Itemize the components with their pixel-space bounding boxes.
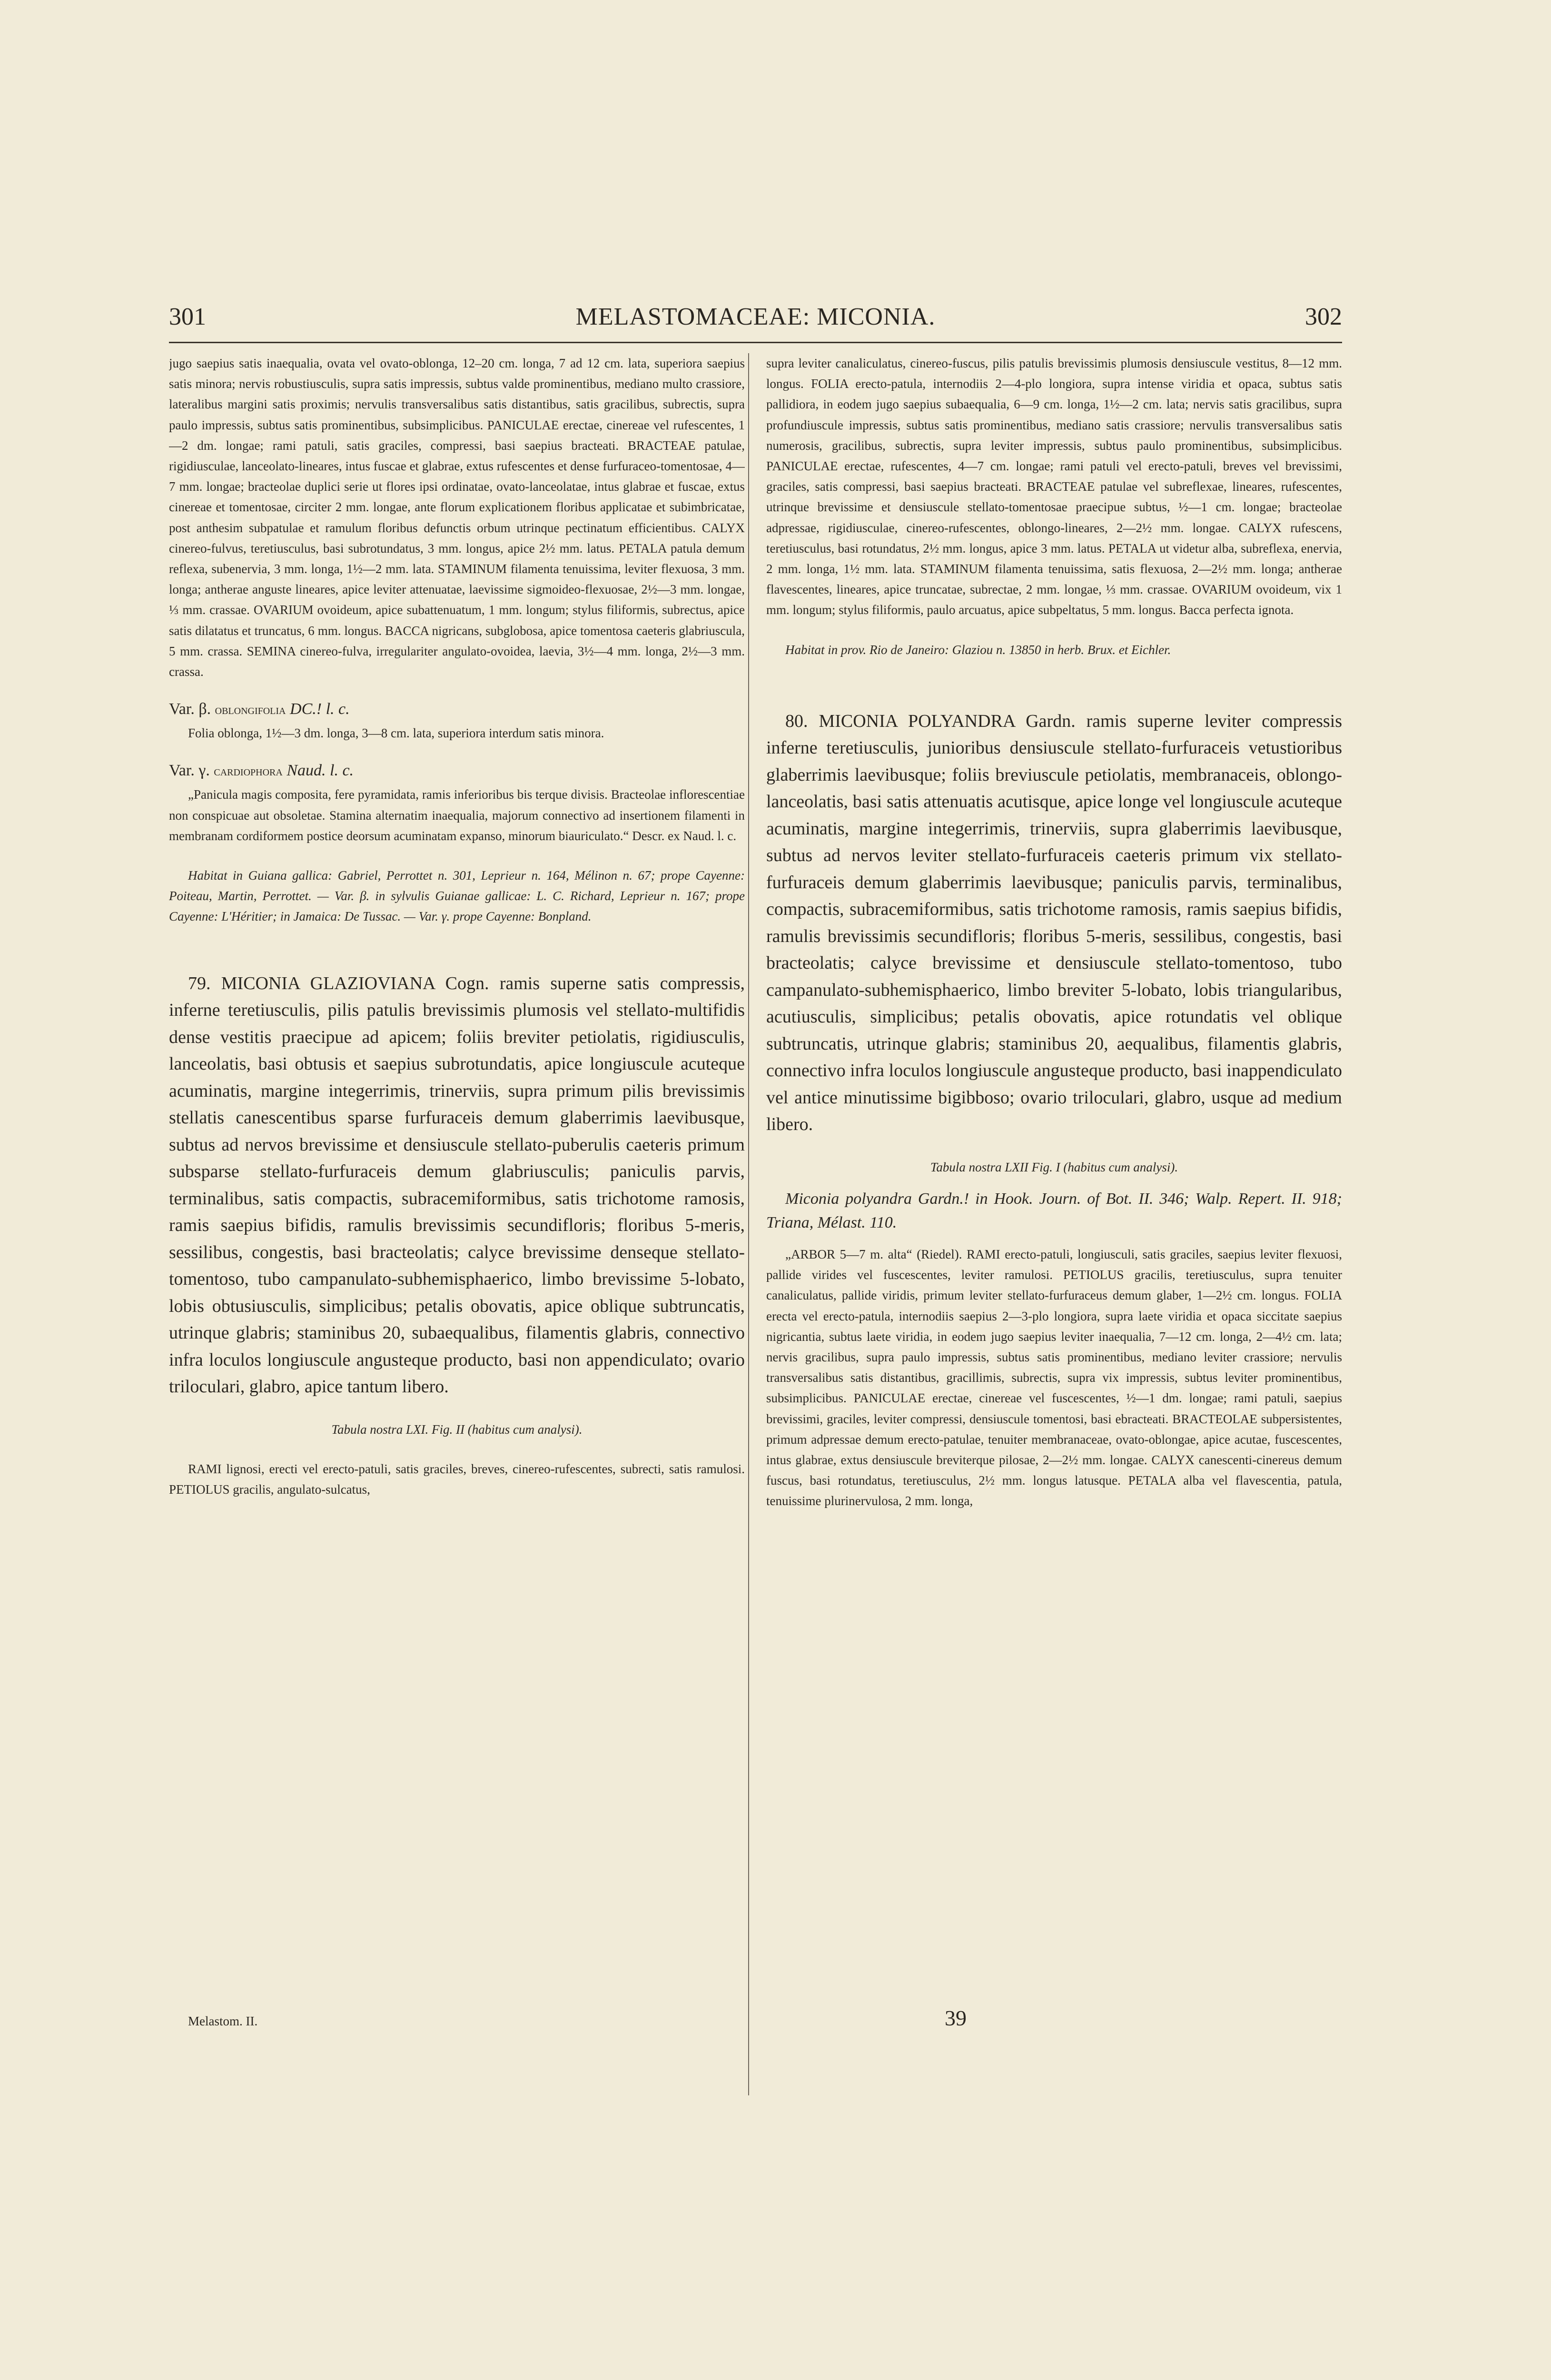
- variety-gamma-heading: [169, 758, 745, 784]
- variety-beta-name: oblongifolia: [215, 703, 286, 718]
- page-number-left: 301: [169, 303, 206, 330]
- description-start: jugo saepius satis inaequalia, ovata vel ovato-oblonga, 12–20 cm. longa, 7 ad 12 cm. lata, superiora saepius satis minora; nervis robustiusculis, supra satis impressis, subtus valde prominentibus, mediano multo crassiore, lateralibus margini satis proximis; nervulis transversalibus satis distantibus, satis gracilibus, subrectis, supra paulo impressis, subtus satis prominentibus, subsimplicibus. PANICULAE erectae, cinereae vel rufescentes, 1—2 dm. longae; rami patuli, satis graciles, compressi, basi saepius bracteati. BRACTEAE patulae, rigidiusculae, lanceolato-lineares, intus fuscae et glabrae, extus rufescentes et dense furfuraceo-tomentosae, 4—7 mm. longae; bracteolae duplici serie ut flores ipsi ordinatae, ovato-lanceolatae, intus glabrae et fuscae, extus cinereae et tomentosae, circiter 2 mm. longae, ante florum explicationem floribus applicatae et subimbricatae, post anthesim subpatulae et ramulum floribus defunctis orbum utrinque pectinatum efficientibus. CALYX cinereo-fulvus, teretiusculus, basi subrotundatus, 3 mm. longus, apice 2½ mm. latus. PETALA patula demum reflexa, subenervia, 3 mm. longa, 1½—2 mm. lata. STAMINUM filamenta tenuissima, leviter flexuosa, 3 mm. longa; antherae anguste lineares, apice leviter attenuatae, laevissime sigmoideo-flexuosae, 2½—3 mm. longae, ⅓ mm. crassae. OVARIUM ovoideum, apice subattenuatum, 1 mm. longum; stylus filiformis, subrectus, apice satis dilatatus et truncatus, 6 mm. longus. BACCA nigricans, subglobosa, apice tomentosa caeteris glabriuscula, 5 mm. crassa. SEMINA cinereo-fulva, irregulariter angulato-ovoidea, laevia, 3½—4 mm. longa, 2½—3 mm. crassa.: [169, 356, 745, 679]
- species-80-description: „ARBOR 5—7 m. alta“ (Riedel). RAMI erecto-patuli, longiusculi, satis graciles, saepius leviter flexuosi, pallide virides vel fuscescentes, leviter ramulosi. PETIOLUS gracilis, teretiusculus, supra tenuiter canaliculatus, pallide viridis, primum leviter stellato-furfuraceus demum glaber, 1—2½ cm. longus. FOLIA erecta vel erecto-patula, internodiis saepius 2—3-plo longiora, supra laete viridia et opaca siccitate saepius nigricantia, subtus laete viridia, in eodem jugo saepius leviter inaequalia, 7—12 cm. longa, 2—4½ cm. lata; nervis gracilibus, supra paulo impressis, subtus satis prominentibus, mediano leviter crassiore; nervulis transversalibus satis distantibus, gracillimis, subrectis, supra vix impressis, subtus leviter prominentibus, subsimplicibus. PANICULAE erectae, cinereae vel fuscescentes, ½—1 dm. longae; rami patuli, saepius brevissimi, graciles, leviter compressi, densiuscule tomentosi, basi ebracteati. BRACTEOLAE subpersistentes, primum adpressae demum erecto-patulae, tenuiter membranaceae, ovato-oblongae, apice acutae, fuscescentes, intus glabrae, extus densiuscule breviterque pilosae, 2—2½ mm. longae. CALYX canescenti-cinereus demum fuscus, basi rotundatus, teretiusculus, 2½ mm. longus latusque. PETALA alba vel flavescentia, patula, tenuissime plurinervulosa, 2 mm. longa,: [766, 1247, 1342, 1508]
- variety-beta-author: DC.! l. c.: [286, 700, 350, 718]
- variety-gamma-label: Var. γ.: [169, 762, 214, 780]
- variety-beta-description: Folia oblonga, 1½—3 dm. longa, 3—8 cm. lata, superiora interdum satis minora.: [188, 726, 604, 741]
- variety-gamma-name: cardiophora: [214, 764, 283, 779]
- header-rule: [169, 342, 1342, 343]
- species-80-plate: Tabula nostra LXII Fig. I (habitus cum analysi).: [930, 1160, 1178, 1174]
- left-column: [169, 353, 745, 1992]
- species-80-diagnosis: 80. MICONIA POLYANDRA Gardn. ramis superne leviter compressis inferne teretiusculis, junioribus densiuscule stellato-furfuraceis vetustioribus glaberrimis laevibusque; foliis breviuscule petiolatis, membranaceis, oblongo-lanceolatis, basi satis attenuatis acutisque, apice longe vel longiuscule acuteque acuminatis, margine integerrimis, trinerviis, supra glaberrimis laevibusque, subtus ad nervos leviter stellato-furfuraceis caeteris primum vix stellato-furfuraceis demum glaberrimis laevibusque; paniculis parvis, terminalibus, compactis, subracemiformibus, satis trichotome ramosis, ramis saepius bifidis, ramulis brevissimis secundifloris; floribus 5-meris, sessilibus, congestis, basi bracteolatis; calyce brevissime et densiuscule stellato-tomentoso, tubo campanulato-subhemisphaerico, limbo breviter 5-lobato, lobis triangularibus, acutiusculis, simplicibus; petalis obovatis, apice rotundatis vel oblique subtruncatis, utrinque glabris; staminibus 20, aequalibus, filamentis glabris, connectivo infra loculos longiuscule angusteque producto, basi inappendiculato vel antice minutissime bigibboso; ovario triloculari, glabro, usque ad medium libero.: [766, 711, 1342, 1135]
- species-79-description-cont: supra leviter canaliculatus, cinereo-fuscus, pilis patulis brevissimis plumosis densiuscule vestitus, 8—12 mm. longus. FOLIA erecto-patula, internodiis 2—4-plo longiora, supra intense viridia et opaca, subtus satis pallidiora, in eodem jugo saepius subaequalia, 6—9 cm. longa, 1½—2 cm. lata; nervis satis gracilibus, supra profundiuscule impressis, subtus satis prominentibus, mediano satis crassiore; nervulis transversalibus satis numerosis, gracilibus, subrectis, supra leviter impressis, subtus paulo prominentibus, subsimplicibus. PANICULAE erectae, rufescentes, 4—7 cm. longae; rami patuli vel erecto-patuli, breves vel brevissimi, graciles, satis compressi, basi saepius bracteati. BRACTEAE patulae vel subreflexae, lineares, rufescentes, utrinque brevissime et densiuscule stellato-tomentosae praecipue subtus, ½—1 cm. longae; bracteolae adpressae, rigidiusculae, cinereo-rufescentes, oblongo-lineares, 2—2½ mm. longae. CALYX rufescens, teretiusculus, basi rotundatus, 2½ mm. longus, apice 3 mm. latus. PETALA ut videtur alba, subreflexa, enervia, 2 mm. longa, 1½ mm. lata. STAMINUM filamenta tenuissima, satis flexuosa, 2—2½ mm. longa; antherae flavescentes, lineares, apice truncatae, subrectae, 2 mm. longae, ⅓ mm. crassae. OVARIUM ovoideum, vix 1 mm. longum; stylus filiformis, paulo arcuatus, apice subpeltatus, 5 mm. longus. Bacca perfecta ignota.: [766, 356, 1342, 617]
- species-79-diagnosis: 79. MICONIA GLAZIOVIANA Cogn. ramis superne satis compressis, inferne teretiusculis, pilis patulis brevissimis plumosis vel stellato-multifidis dense vestitis praecipue ad apicem; foliis breviter petiolatis, rigidiusculis, lanceolatis, basi obtusis et saepius subrotundatis, apice longiuscule acuteque acuminatis, margine integerrimis, trinerviis, supra primum pilis brevissimis stellatis canescentibus sparse furfuraceis demum glaberrimis laevibusque, subtus ad nervos brevissime et densiuscule stellato-puberulis caeteris primum subsparse stellato-furfuraceis demum glabriusculis; paniculis parvis, terminalibus, satis compactis, subracemiformibus, satis trichotome ramosis, ramis saepius bifidis, ramulis brevissimis secundifloris; floribus 5-meris, sessilibus, congestis, basi bracteolatis; calyce brevissime denseque stellato-tomentoso, tubo campanulato-subhemisphaerico, limbo brevissime 5-lobato, lobis obtusiusculis, simplicibus; petalis obovatis, apice oblique subtruncatis, utrinque glabris; staminibus 20, subaequalibus, filamentis glabris, connectivo infra loculos longiuscule angusteque producto, basi non appendiculato; ovario triloculari, glabro, apice tantum libero.: [169, 973, 745, 1397]
- running-title: MELASTOMACEAE: MICONIA.: [575, 303, 936, 330]
- variety-beta-heading: [169, 696, 745, 723]
- variety-gamma-author: Naud. l. c.: [282, 762, 354, 780]
- page-header: [169, 303, 1342, 336]
- species-79-description-start: RAMI lignosi, erecti vel erecto-patuli, satis graciles, breves, cinereo-rufescentes, subrecti, satis ramulosi. PETIOLUS gracilis, angulato-sulcatus,: [169, 1461, 745, 1497]
- page-number-right: 302: [1305, 303, 1342, 330]
- sheet-note: Melastom. II.: [188, 2014, 258, 2028]
- species-80-references: Miconia polyandra Gardn.! in Hook. Journ. of Bot. II. 346; Walp. Repert. II. 918; Triana, Mélast. 110.: [766, 1190, 1342, 1232]
- variety-beta-label: Var. β.: [169, 700, 215, 718]
- signature-mark: 39: [945, 2006, 967, 2030]
- right-column: [766, 353, 1342, 1992]
- variety-gamma-quote: „Panicula magis composita, fere pyramidata, ramis inferioribus bis terque divisis. Bracteolae inflorescentiae non conspicuae aut obsoletae. Stamina alternatim inaequalia, majorum connectivo ad insertionem filamenti in membranam cordiformem postice deorsum acuminatam expanso, minorum biauriculato.“ Descr. ex Naud. l. c.: [169, 787, 745, 843]
- habitat-78: Habitat in Guiana gallica: Gabriel, Perrottet n. 301, Leprieur n. 164, Mélinon n. 67; prope Cayenne: Poiteau, Martin, Perrottet. — Var. β. in sylvulis Guianae gallicae: L. C. Richard, Leprieur n. 167; prope Cayenne: L'Héritier; in Jamaica: De Tussac. — Var. γ. prope Cayenne: Bonpland.: [169, 868, 745, 924]
- habitat-79: Habitat in prov. Rio de Janeiro: Glaziou n. 13850 in herb. Brux. et Eichler.: [785, 642, 1171, 657]
- species-79-plate: Tabula nostra LXI. Fig. II (habitus cum analysi).: [331, 1422, 583, 1437]
- column-divider: [748, 353, 749, 2095]
